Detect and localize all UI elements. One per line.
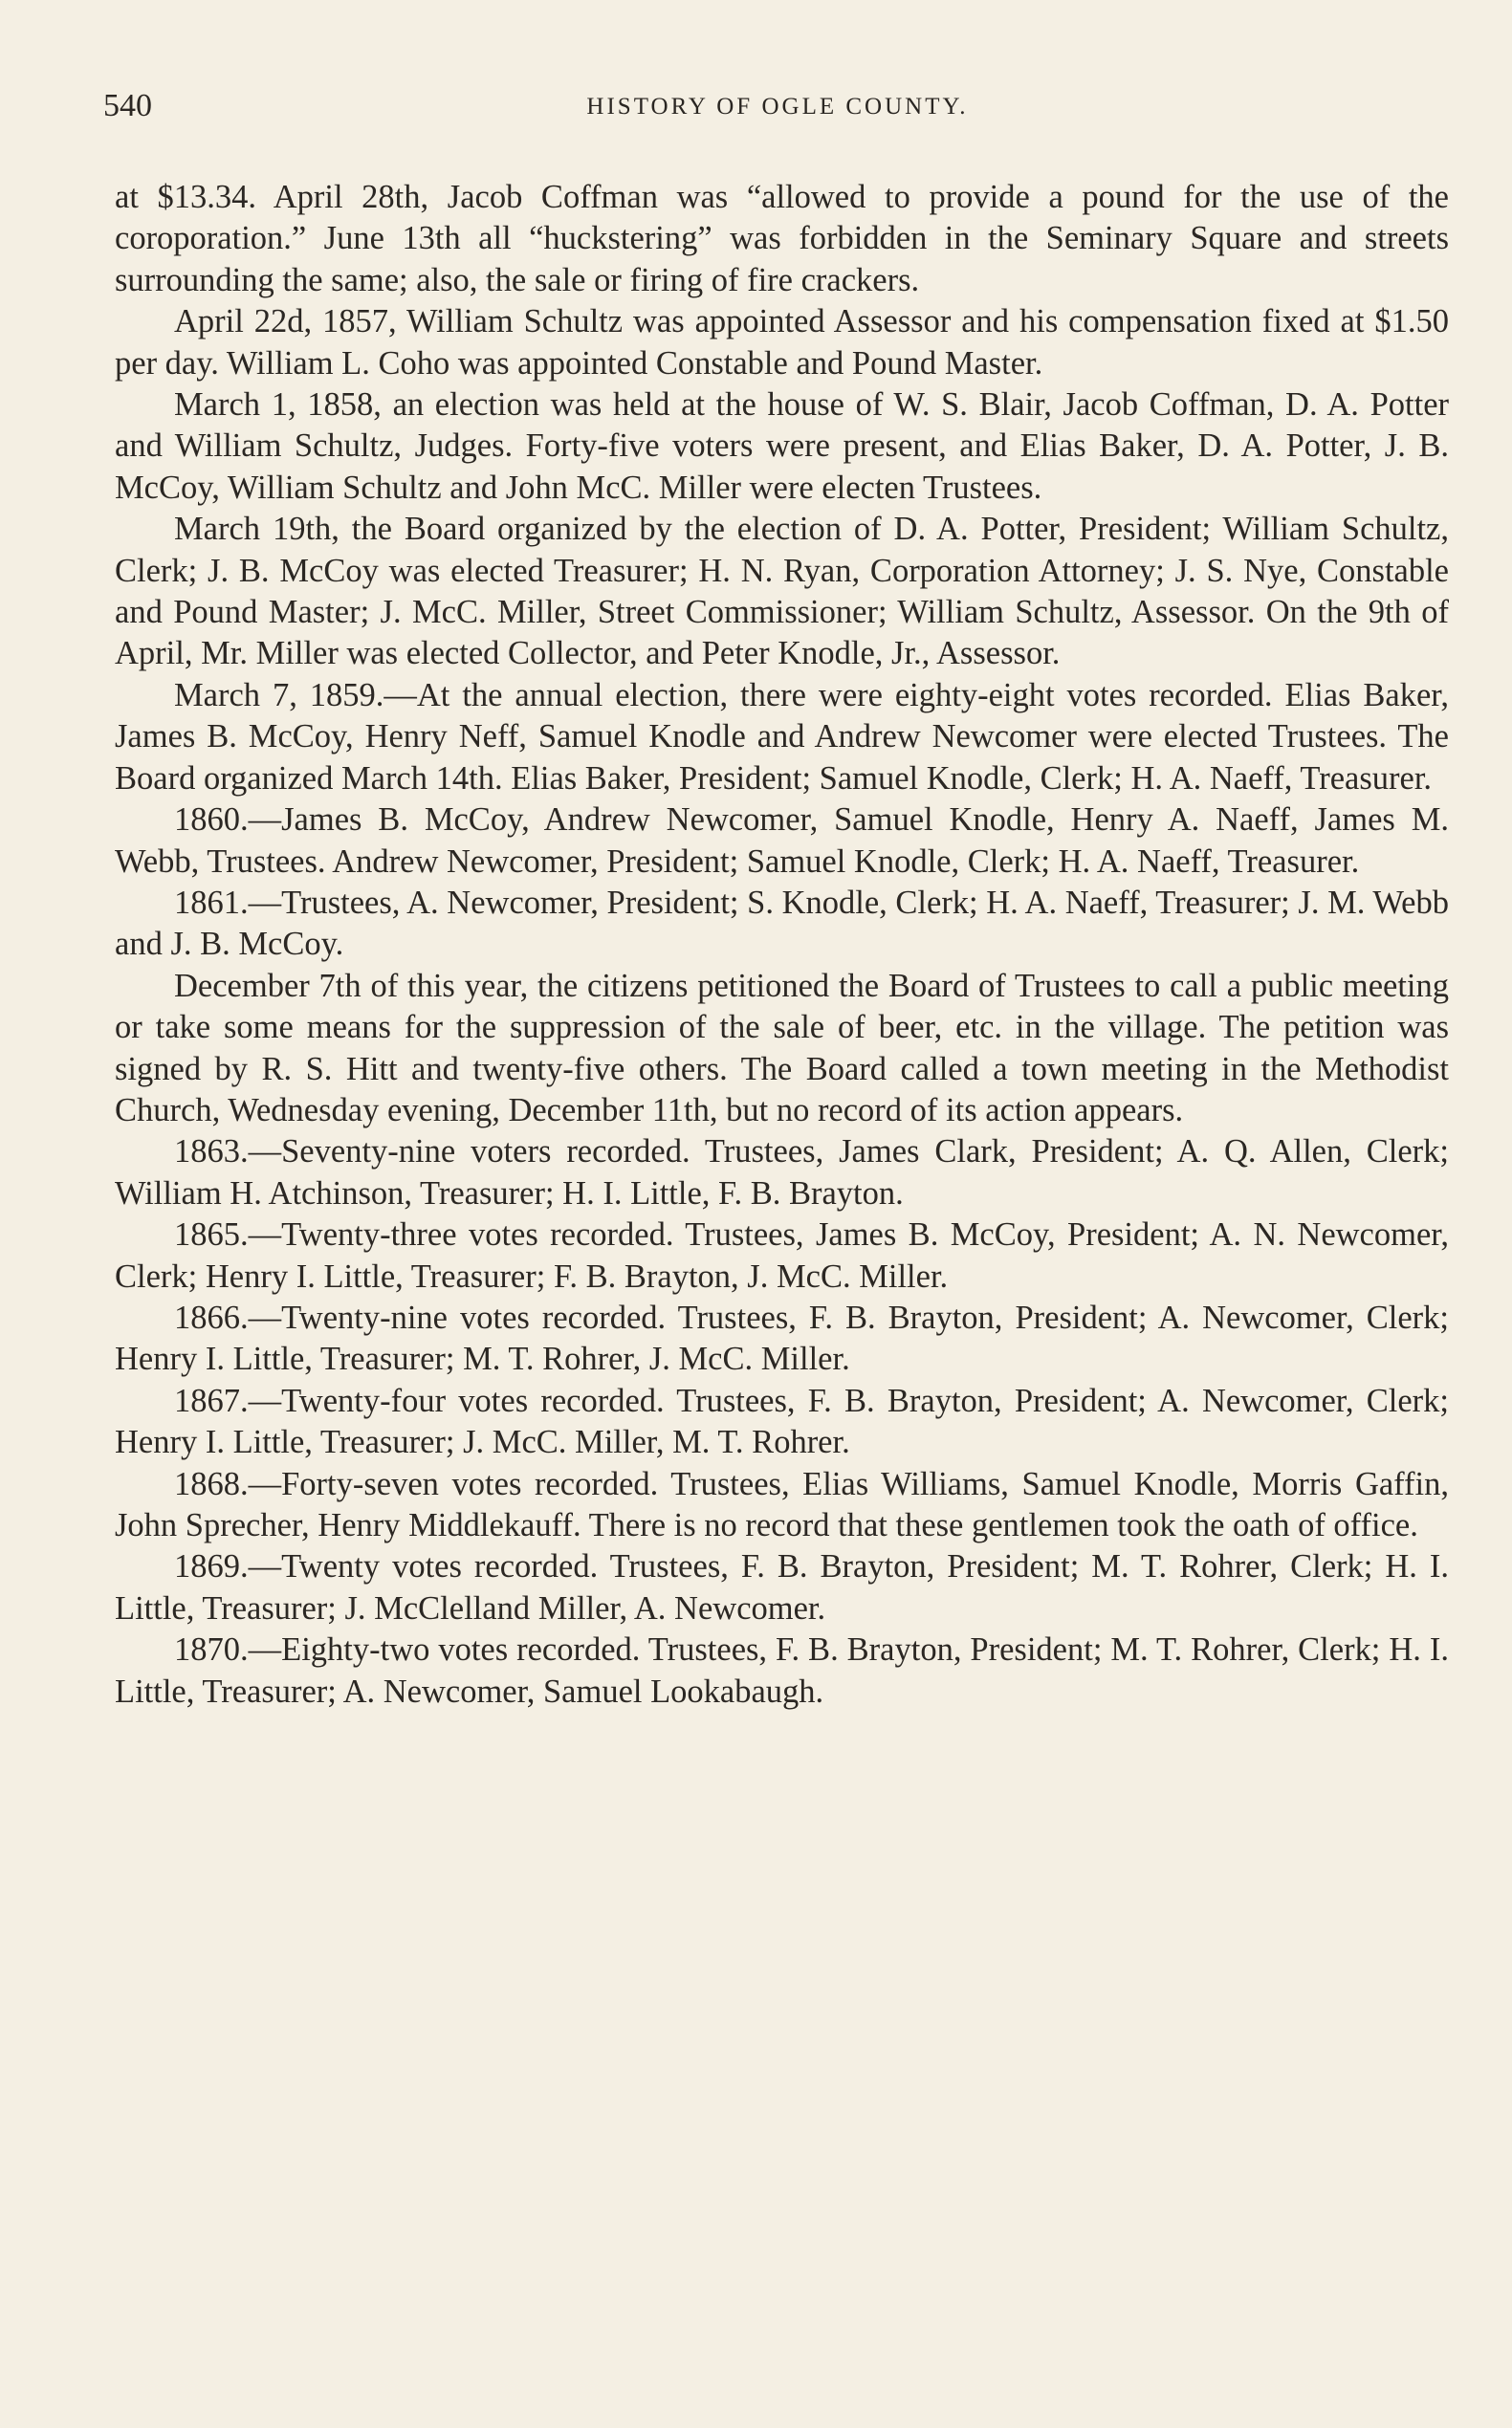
body-text (115, 177, 1449, 1713)
running-head: HISTORY OF OGLE COUNTY. (586, 94, 969, 120)
paragraph-1867: 1867.—Twenty-four votes recorded. Trustees, F. B. Brayton, President; A. Newcomer, Clerk; Henry I. Little, Treasurer; J. McC. Miller, M. T. Rohrer. (115, 1382, 1449, 1461)
paragraph-1861: 1861.—Trustees, A. Newcomer, President; S. Knodle, Clerk; H. A. Naeff, Treasurer; J. M. Webb and J. B. McCoy. (115, 884, 1449, 963)
paragraph-1868: 1868.—Forty-seven votes recorded. Trustees, Elias Williams, Samuel Knodle, Morris Gaffin, John Sprecher, Henry Middlekauff. There is no record that these gentlemen took the oath of office. (115, 1465, 1449, 1543)
paragraph-1860: 1860.—James B. McCoy, Andrew Newcomer, Samuel Knodle, Henry A. Naeff, James M. Webb, Trustees. Andrew Newcomer, President; Samuel Knodle, Clerk; H. A. Naeff, Treasurer. (115, 801, 1449, 880)
page-header (103, 88, 1452, 126)
paragraph-1869: 1869.—Twenty votes recorded. Trustees, F. B. Brayton, President; M. T. Rohrer, Clerk; H. I. Little, Treasurer; J. McClelland Miller, A. Newcomer. (115, 1548, 1449, 1627)
paragraph-1857-assessor: April 22d, 1857, William Schultz was appointed Assessor and his compensation fixed at $1.50 per day. William L. Coho was appointed Constable and Pound Master. (115, 303, 1449, 382)
paragraph-1865: 1865.—Twenty-three votes recorded. Trustees, James B. McCoy, President; A. N. Newcomer, Clerk; Henry I. Little, Treasurer; F. B. Brayton, J. McC. Miller. (115, 1216, 1449, 1295)
paragraph-1870: 1870.—Eighty-two votes recorded. Trustees, F. B. Brayton, President; M. T. Rohrer, Clerk; H. I. Little, Treasurer; A. Newcomer, Samuel Lookabaugh. (115, 1631, 1449, 1710)
paragraph-1866: 1866.—Twenty-nine votes recorded. Trustees, F. B. Brayton, President; A. Newcomer, Clerk; Henry I. Little, Treasurer; M. T. Rohrer, J. McC. Miller. (115, 1299, 1449, 1378)
paragraph-1858-board: March 19th, the Board organized by the election of D. A. Potter, President; William Schultz, Clerk; J. B. McCoy was elected Treasurer; H. N. Ryan, Corporation Attorney; J. S. Nye, Constable and Pound Master; J. McC. Miller, Street Commissioner; William Schultz, Assessor. On the 9th of April, Mr. Miller was elected Collector, and Peter Knodle, Jr., Assessor. (115, 511, 1449, 672)
paragraph-1863: 1863.—Seventy-nine voters recorded. Trustees, James Clark, President; A. Q. Allen, Clerk; William H. Atchinson, Treasurer; H. I. Little, F. B. Brayton. (115, 1133, 1449, 1212)
paragraph-1859: March 7, 1859.—At the annual election, there were eighty-eight votes recorded. Elias Baker, James B. McCoy, Henry Neff, Samuel Knodle and Andrew Newcomer were elected Trustees. The Board organized March 14th. Elias Baker, President; Samuel Knodle, Clerk; H. A. Naeff, Treasurer. (115, 676, 1449, 797)
paragraph-petition: December 7th of this year, the citizens petitioned the Board of Trustees to call a public meeting or take some means for the suppression of the sale of beer, etc. in the village. The petition was signed by R. S. Hitt and twenty-five others. The Board called a town meeting in the Methodist Church, Wednesday evening, December 11th, but no record of its action appears. (115, 967, 1449, 1128)
paragraph-continuation: at $13.34. April 28th, Jacob Coffman was “allowed to provide a pound for the use of the coroporation.” June 13th all “huckstering” was forbidden in the Seminary Square and streets surrounding the same; also, the sale or firing of fire crackers. (115, 179, 1449, 298)
page-number: 540 (103, 88, 152, 123)
paragraph-1858-election: March 1, 1858, an election was held at the house of W. S. Blair, Jacob Coffman, D. A. Potter and William Schultz, Judges. Forty-five voters were present, and Elias Baker, D. A. Potter, J. B. McCoy, William Schultz and John McC. Miller were electen Trustees. (115, 386, 1449, 506)
